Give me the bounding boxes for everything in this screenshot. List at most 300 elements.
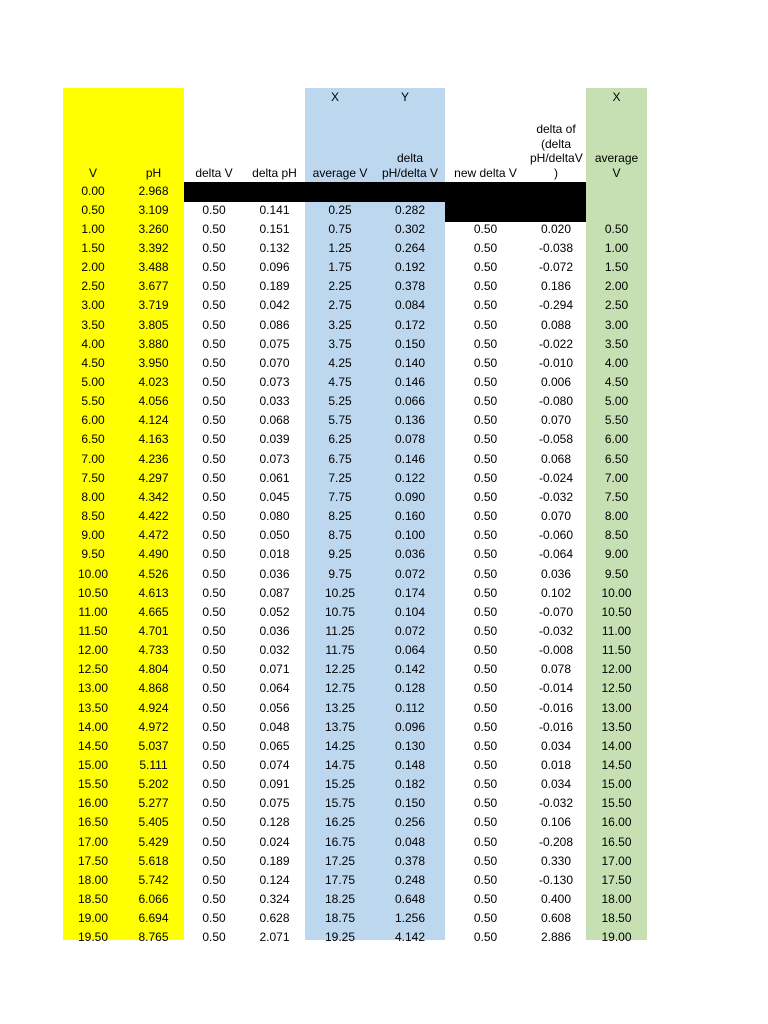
cell-delta-v: 0.50 [202,604,226,619]
cell-delta-ph-per-delta-v: 4.142 [394,930,426,945]
cell-delta-of-delta-ph-per-delta-v: -0.016 [538,700,574,715]
cell-delta-of-delta-ph-per-delta-v: 0.034 [540,738,572,753]
cell-average-v: 6.75 [328,451,352,466]
cell-delta-v: 0.50 [202,375,226,389]
cell-average-v-2: 11.00 [601,623,632,638]
cell-delta-v: 0.50 [202,585,226,600]
cell-delta-of-delta-ph-per-delta-v: -0.032 [538,489,574,504]
cell-delta-of-delta-ph-per-delta-v: -0.010 [538,355,574,370]
cell-delta-v: 0.50 [202,432,226,447]
cell-ph: 2.968 [138,183,169,198]
cell-v: 2.00 [81,260,105,275]
cell-delta-v: 0.50 [202,892,226,907]
cell-ph: 3.488 [138,260,169,275]
cell-delta-ph-per-delta-v: 0.648 [394,892,426,907]
cell-delta-ph-per-delta-v: 0.048 [394,834,426,849]
cell-average-v: 15.75 [324,796,356,811]
cell-average-v-2: 10.50 [601,604,632,619]
cell-average-v-2: 17.00 [601,853,632,868]
cell-ph: 3.392 [138,240,169,255]
cell-delta-v: 0.50 [202,834,226,849]
cell-average-v: 17.75 [324,872,356,887]
cell-average-v-2: 6.50 [604,451,629,466]
cell-delta-v: 0.50 [202,758,226,772]
cell-new-delta-v: 0.50 [473,489,498,504]
cell-v: 9.50 [81,547,105,562]
cell-v: 12.00 [77,643,109,658]
cell-delta-ph: 0.075 [259,796,290,811]
cell-delta-ph-per-delta-v: 0.036 [394,547,426,562]
cell-delta-ph-per-delta-v: 0.064 [394,643,426,658]
cell-v: 8.00 [81,489,105,504]
cell-delta-v: 0.50 [202,853,226,868]
cell-new-delta-v: 0.50 [473,298,498,313]
cell-average-v-2: 13.00 [601,700,632,715]
cell-new-delta-v: 0.50 [473,528,498,543]
cell-ph: 5.277 [138,796,169,811]
cell-v: 12.50 [77,662,109,677]
cell-delta-ph-per-delta-v: 0.136 [394,413,426,428]
cell-delta-of-delta-ph-per-delta-v: 0.078 [540,662,572,677]
cell-new-delta-v: 0.50 [473,834,498,849]
cell-v: 10.00 [77,566,109,581]
cell-v: 1.50 [81,240,105,255]
cell-delta-v: 0.50 [202,738,226,753]
cell-average-v: 1.25 [328,240,352,255]
cell-new-delta-v: 0.50 [473,585,498,600]
cell-average-v-2: 14.50 [601,758,632,772]
cell-new-delta-v: 0.50 [473,853,498,868]
cell-delta-ph-per-delta-v: 0.084 [394,298,426,313]
cell-ph: 3.109 [138,202,169,217]
cell-delta-v: 0.50 [202,451,226,466]
cell-delta-ph-per-delta-v: 0.142 [394,662,426,677]
cell-new-delta-v: 0.50 [473,623,498,638]
cell-new-delta-v: 0.50 [473,604,498,619]
cell-delta-ph: 0.189 [259,279,290,294]
cell-delta-ph: 2.071 [259,930,290,945]
cell-average-v: 17.25 [324,853,356,868]
header-label: pH [145,165,162,180]
cell-delta-ph: 0.050 [259,528,290,543]
cell-average-v-2: 14.00 [601,738,632,753]
cell-delta-of-delta-ph-per-delta-v: -0.070 [538,604,574,619]
cell-delta-of-delta-ph-per-delta-v: -0.294 [538,298,574,313]
cell-delta-of-delta-ph-per-delta-v: -0.072 [538,260,574,275]
cell-average-v: 18.75 [324,911,356,926]
cell-new-delta-v: 0.50 [473,700,498,715]
cell-new-delta-v: 0.50 [473,643,498,658]
cell-average-v-2: 1.50 [604,260,629,275]
cell-v: 16.50 [77,815,109,830]
cell-v: 6.00 [81,413,105,428]
cell-ph: 4.733 [138,643,169,658]
cell-delta-ph-per-delta-v: 0.174 [394,585,426,600]
cell-delta-ph-per-delta-v: 0.090 [394,489,426,504]
cell-delta-ph-per-delta-v: 1.256 [394,911,426,926]
cell-delta-v: 0.50 [202,298,226,313]
cell-delta-v: 0.50 [202,394,226,409]
header-label: delta of (delta pH/deltaV ) [530,122,583,180]
header-new-delta-v [445,110,526,182]
cell-delta-v: 0.50 [202,240,226,255]
cell-delta-v: 0.50 [202,796,226,811]
cell-delta-ph-per-delta-v: 0.122 [394,470,426,485]
cell-delta-v: 0.50 [202,221,226,236]
cell-delta-ph-per-delta-v: 0.282 [394,202,426,217]
cell-delta-of-delta-ph-per-delta-v: 0.018 [540,758,572,772]
header-label: average V [594,151,639,180]
cell-delta-ph: 0.036 [259,566,290,581]
cell-ph: 5.429 [138,834,169,849]
cell-delta-v: 0.50 [202,279,226,294]
cell-delta-of-delta-ph-per-delta-v [526,182,586,201]
cell-delta-ph-per-delta-v: 0.072 [394,566,426,581]
cell-new-delta-v: 0.50 [473,719,498,734]
cell-ph: 4.297 [138,470,169,485]
cell-ph: 4.236 [138,451,169,466]
cell-average-v: 11.25 [325,623,355,638]
cell-delta-ph: 0.052 [259,604,290,619]
cell-delta-ph: 0.045 [259,489,290,504]
cell-delta-ph-per-delta-v: 0.182 [394,777,426,792]
cell-v: 3.50 [81,317,105,332]
cell-delta-ph-per-delta-v: 0.378 [394,853,426,868]
cell-average-v: 4.75 [328,375,352,389]
cell-average-v: 8.75 [328,528,352,543]
cell-delta-of-delta-ph-per-delta-v: -0.060 [538,528,574,543]
cell-ph: 3.950 [138,355,169,370]
cell-delta-v: 0.50 [202,930,226,945]
cell-average-v: 8.25 [328,509,352,524]
cell-v: 5.00 [81,375,105,389]
cell-delta-of-delta-ph-per-delta-v [526,201,586,220]
cell-delta-of-delta-ph-per-delta-v: 0.608 [540,911,572,926]
cell-delta-ph-per-delta-v [375,182,445,201]
cell-delta-ph-per-delta-v: 0.192 [394,260,426,275]
cell-new-delta-v: 0.50 [473,777,498,792]
cell-delta-ph: 0.073 [259,451,290,466]
cell-ph: 4.613 [138,585,169,600]
cell-new-delta-v [445,201,526,220]
cell-ph: 4.056 [138,394,169,409]
cell-delta-ph-per-delta-v: 0.128 [394,681,426,696]
cell-delta-of-delta-ph-per-delta-v: -0.038 [538,240,574,255]
cell-ph: 5.111 [139,758,168,772]
cell-delta-v: 0.50 [202,202,226,217]
cell-v: 17.00 [77,834,109,849]
cell-delta-ph-per-delta-v: 0.148 [394,758,426,772]
cell-delta-v: 0.50 [202,643,226,658]
cell-delta-ph-per-delta-v: 0.302 [394,221,426,236]
cell-delta-ph-per-delta-v: 0.078 [394,432,426,447]
cell-delta-of-delta-ph-per-delta-v: -0.130 [538,872,574,887]
cell-delta-ph: 0.042 [259,298,290,313]
cell-average-v-2: 3.00 [604,317,629,332]
cell-average-v-2: 3.50 [604,336,629,351]
cell-delta-of-delta-ph-per-delta-v: 0.330 [540,853,572,868]
cell-average-v-2: 9.50 [604,566,629,581]
cell-delta-ph: 0.324 [259,892,290,907]
cell-average-v-2: 18.00 [601,892,632,907]
cell-v: 1.00 [81,221,105,236]
header-delta-of-delta-ph-per-delta-v [526,110,586,182]
cell-delta-ph: 0.075 [259,336,290,351]
cell-ph: 5.618 [138,853,169,868]
cell-average-v: 7.75 [328,489,352,504]
cell-ph: 4.804 [138,662,169,677]
cell-delta-ph-per-delta-v: 0.100 [394,528,426,543]
cell-delta-ph: 0.141 [259,202,290,217]
cell-new-delta-v: 0.50 [473,911,498,926]
cell-average-v: 13.75 [324,719,356,734]
cell-delta-of-delta-ph-per-delta-v: -0.032 [538,796,574,811]
cell-delta-ph: 0.070 [259,355,290,370]
cell-average-v: 18.25 [324,892,356,907]
cell-v: 11.00 [78,604,108,619]
cell-new-delta-v: 0.50 [473,662,498,677]
cell-average-v-2: 16.00 [601,815,632,830]
cell-ph: 3.677 [138,279,169,294]
cell-delta-ph-per-delta-v: 0.130 [394,738,426,753]
cell-delta-of-delta-ph-per-delta-v: 0.006 [540,375,572,389]
cell-ph: 5.202 [138,777,169,792]
cell-average-v-2: 0.50 [604,221,629,236]
cell-average-v: 1.75 [328,260,352,275]
cell-new-delta-v: 0.50 [473,566,498,581]
cell-delta-ph: 0.039 [259,432,290,447]
cell-v: 19.50 [77,930,109,945]
cell-new-delta-v: 0.50 [473,413,498,428]
cell-v: 17.50 [77,853,109,868]
header-delta-ph [244,110,305,182]
cell-delta-of-delta-ph-per-delta-v: 0.034 [540,777,572,792]
cell-new-delta-v: 0.50 [473,930,498,945]
cell-new-delta-v: 0.50 [473,375,498,389]
cell-delta-ph-per-delta-v: 0.256 [394,815,426,830]
cell-ph: 4.972 [138,719,169,734]
cell-average-v: 9.25 [328,547,352,562]
cell-average-v-2: 7.50 [604,489,629,504]
cell-ph: 4.526 [138,566,169,581]
cell-delta-ph: 0.087 [259,585,290,600]
cell-delta-v: 0.50 [202,681,226,696]
cell-v: 15.50 [77,777,109,792]
cell-delta-of-delta-ph-per-delta-v: 0.102 [540,585,572,600]
cell-v: 18.00 [77,872,109,887]
cell-ph: 4.124 [138,413,169,428]
cell-delta-v: 0.50 [202,355,226,370]
cell-delta-of-delta-ph-per-delta-v: -0.014 [538,681,574,696]
cell-v: 0.50 [81,202,105,217]
cell-delta-v: 0.50 [202,336,226,351]
cell-delta-ph: 0.018 [259,547,290,562]
cell-ph: 4.163 [138,432,169,447]
cell-ph: 4.868 [138,681,169,696]
cell-delta-ph-per-delta-v: 0.160 [394,509,426,524]
cell-delta-ph-per-delta-v: 0.112 [395,700,425,715]
cell-delta-ph: 0.065 [259,738,290,753]
cell-new-delta-v: 0.50 [473,758,498,772]
cell-average-v-2: 18.50 [601,911,632,926]
cell-delta-v: 0.50 [202,470,226,485]
cell-new-delta-v: 0.50 [473,432,498,447]
cell-v: 13.50 [77,700,109,715]
header-label: V [88,165,97,180]
cell-delta-of-delta-ph-per-delta-v: -0.080 [538,394,574,409]
cell-v: 4.00 [81,336,105,351]
cell-delta-ph: 0.189 [259,853,290,868]
cell-ph: 5.037 [138,738,169,753]
cell-average-v: 7.25 [328,470,352,485]
cell-delta-of-delta-ph-per-delta-v: -0.208 [538,834,574,849]
cell-average-v: 16.25 [324,815,356,830]
cell-average-v: 12.25 [324,662,356,677]
header-label: delta pH/delta V [381,151,439,180]
cell-new-delta-v: 0.50 [473,681,498,696]
cell-delta-ph: 0.132 [259,240,290,255]
cell-ph: 6.694 [138,911,169,926]
cell-average-v-2: 16.50 [601,834,632,849]
cell-v: 2.50 [81,279,105,294]
cell-delta-v: 0.50 [202,719,226,734]
cell-average-v-2: 10.00 [601,585,632,600]
cell-delta-of-delta-ph-per-delta-v: -0.064 [538,547,574,562]
x-axis-marker-2: X [612,90,621,104]
cell-average-v-2: 8.50 [604,528,629,543]
cell-delta-ph: 0.151 [259,221,290,236]
cell-v: 10.50 [77,585,109,600]
cell-average-v: 4.25 [328,355,352,370]
cell-delta-v: 0.50 [202,623,226,638]
cell-delta-ph: 0.080 [259,509,290,524]
cell-average-v: 9.75 [328,566,352,581]
cell-delta-of-delta-ph-per-delta-v: -0.024 [538,470,574,485]
cell-v: 15.00 [77,758,109,772]
cell-delta-v: 0.50 [202,317,226,332]
cell-average-v: 16.75 [324,834,356,849]
header-average-v [305,110,375,182]
cell-average-v: 2.25 [328,279,352,294]
cell-average-v-2: 17.50 [601,872,632,887]
cell-ph: 8.765 [138,930,169,945]
cell-average-v-2: 8.00 [604,509,629,524]
cell-average-v: 10.75 [324,604,356,619]
cell-average-v: 11.75 [325,643,355,658]
cell-delta-ph-per-delta-v: 0.150 [394,796,426,811]
cell-delta-v: 0.50 [202,489,226,504]
cell-new-delta-v: 0.50 [473,872,498,887]
cell-delta-ph-per-delta-v: 0.248 [394,872,426,887]
cell-average-v [305,182,375,201]
cell-ph: 4.342 [138,489,169,504]
header-delta-ph-per-delta-v [375,110,445,182]
cell-delta-v [184,182,244,201]
cell-average-v-2: 4.50 [604,375,629,389]
cell-average-v: 2.75 [328,298,352,313]
cell-delta-v: 0.50 [202,509,226,524]
cell-new-delta-v: 0.50 [473,355,498,370]
cell-average-v-2: 15.50 [601,796,632,811]
cell-delta-ph: 0.074 [259,758,290,772]
cell-ph: 4.490 [138,547,169,562]
cell-v: 13.00 [77,681,109,696]
cell-average-v: 5.75 [328,413,352,428]
x-axis-marker: X [330,90,339,104]
cell-average-v: 15.25 [324,777,356,792]
cell-average-v-2 [586,182,647,201]
cell-delta-of-delta-ph-per-delta-v: -0.058 [538,432,574,447]
cell-new-delta-v: 0.50 [473,509,498,524]
cell-average-v-2: 12.00 [601,662,632,677]
cell-v: 5.50 [81,394,105,409]
cell-delta-of-delta-ph-per-delta-v: 0.070 [540,413,572,428]
cell-delta-of-delta-ph-per-delta-v: 0.070 [540,509,572,524]
header-delta-v [184,110,244,182]
cell-v: 14.50 [77,738,109,753]
header-label: delta pH [252,165,297,180]
header-ph [123,110,184,182]
cell-delta-v: 0.50 [202,566,226,581]
cell-delta-ph: 0.124 [259,872,290,887]
cell-delta-ph-per-delta-v: 0.150 [394,336,426,351]
cell-ph: 5.405 [138,815,169,830]
cell-delta-of-delta-ph-per-delta-v: -0.008 [538,643,574,658]
cell-delta-v: 0.50 [202,700,226,715]
cell-delta-of-delta-ph-per-delta-v: 0.400 [540,892,572,907]
cell-delta-v: 0.50 [202,260,226,275]
cell-delta-ph-per-delta-v: 0.104 [394,604,426,619]
cell-new-delta-v: 0.50 [473,221,498,236]
cell-delta-ph: 0.024 [259,834,290,849]
cell-average-v: 6.25 [328,432,352,447]
cell-delta-ph: 0.073 [259,375,290,389]
cell-delta-ph-per-delta-v: 0.172 [394,317,426,332]
cell-delta-ph-per-delta-v: 0.264 [394,240,426,255]
cell-average-v-2 [586,201,647,220]
cell-ph: 4.665 [138,604,169,619]
cell-delta-v: 0.50 [202,872,226,887]
cell-new-delta-v [445,182,526,201]
cell-ph: 4.422 [138,509,169,524]
cell-average-v-2: 13.50 [601,719,632,734]
cell-delta-of-delta-ph-per-delta-v: -0.016 [538,719,574,734]
cell-delta-of-delta-ph-per-delta-v: 0.036 [540,566,572,581]
header-label: delta V [195,165,233,180]
cell-v: 7.00 [81,451,105,466]
cell-delta-of-delta-ph-per-delta-v: -0.022 [538,336,574,351]
cell-average-v: 3.75 [328,336,352,351]
cell-new-delta-v: 0.50 [473,796,498,811]
cell-ph: 4.924 [138,700,169,715]
cell-v: 4.50 [81,355,105,370]
cell-average-v: 19.25 [324,930,356,945]
cell-average-v: 12.75 [324,681,356,696]
cell-delta-of-delta-ph-per-delta-v: 2.886 [540,930,572,945]
cell-new-delta-v: 0.50 [473,547,498,562]
cell-delta-ph-per-delta-v: 0.066 [394,394,426,409]
cell-average-v-2: 7.00 [604,470,629,485]
cell-new-delta-v: 0.50 [473,240,498,255]
cell-v: 11.50 [78,623,108,638]
cell-ph: 3.880 [138,336,169,351]
cell-delta-ph-per-delta-v: 0.146 [394,375,426,389]
cell-delta-of-delta-ph-per-delta-v: 0.088 [540,317,572,332]
cell-new-delta-v: 0.50 [473,738,498,753]
cell-new-delta-v: 0.50 [473,260,498,275]
cell-v: 6.50 [81,432,105,447]
cell-v: 14.00 [77,719,109,734]
